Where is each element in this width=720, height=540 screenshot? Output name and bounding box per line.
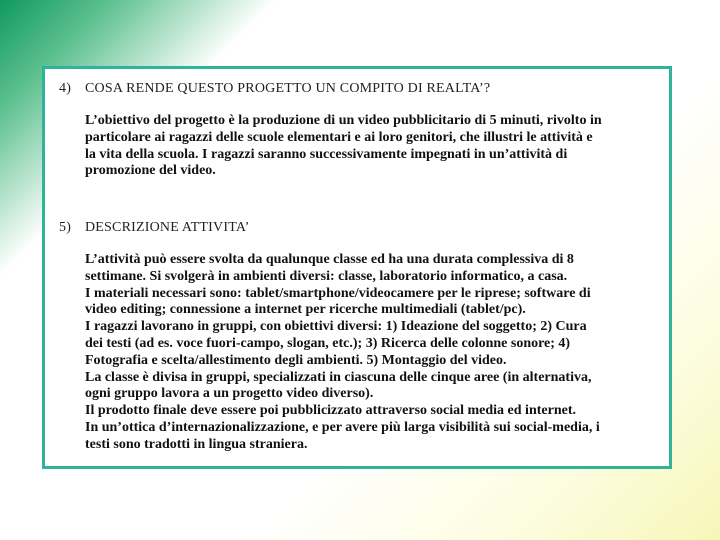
document-frame — [42, 66, 672, 469]
paragraph-line: Fotografia e scelta/allestimento degli ambienti. 5) Montaggio del video. — [85, 352, 507, 368]
paragraph-line: La classe è divisa in gruppi, specializzati in ciascuna delle cinque aree (in alternativa, — [85, 369, 592, 385]
paragraph-line: I materiali necessari sono: tablet/smartphone/videocamere per le riprese; software di — [85, 285, 591, 301]
paragraph-line: ogni gruppo lavora a un progetto video diverso). — [85, 386, 374, 402]
section-4 — [59, 81, 657, 180]
section-title: DESCRIZIONE ATTIVITA’ — [85, 220, 250, 235]
paragraph-line: testi sono tradotti in lingua straniera. — [85, 436, 308, 452]
paragraph-line: L’obiettivo del progetto è la produzione di un video pubblicitario di 5 minuti, rivolto in — [85, 113, 602, 128]
paragraph-line: settimane. Si svolgerà in ambienti diversi: classe, laboratorio informatico, a casa. — [85, 268, 568, 284]
paragraph-line: particolare ai ragazzi delle scuole elementari e ai loro genitori, che illustri le attività e — [85, 129, 593, 145]
section-number: 5) — [59, 220, 72, 235]
section-paragraph — [85, 113, 657, 180]
paragraph-line: In un’ottica d’internazionalizzazione, e per avere più larga visibilità sui social-media, i — [85, 419, 600, 435]
section-heading — [59, 81, 657, 97]
section-paragraph — [85, 252, 657, 454]
paragraph-line: L’attività può essere svolta da qualunque classe ed ha una durata complessiva di 8 — [85, 252, 574, 267]
section-heading — [59, 220, 657, 236]
paragraph-line: I ragazzi lavorano in gruppi, con obiettivi diversi: 1) Ideazione del soggetto; 2) Cura — [85, 319, 587, 335]
section-title: COSA RENDE QUESTO PROGETTO UN COMPITO DI REALTA’? — [85, 81, 491, 96]
paragraph-line: la vita della scuola. I ragazzi saranno successivamente impegnati in un’attività di — [85, 146, 568, 162]
paragraph-line: Il prodotto finale deve essere poi pubblicizzato attraverso social media ed internet. — [85, 403, 576, 419]
paragraph-line: dei testi (ad es. voce fuori-campo, slogan, etc.); 3) Ricerca delle colonne sonore; 4) — [85, 335, 571, 351]
paragraph-line: promozione del video. — [85, 163, 216, 179]
section-5 — [59, 220, 657, 454]
section-number: 4) — [59, 81, 72, 96]
paragraph-line: video editing; connessione a internet per ricerche multimediali (tablet/pc). — [85, 302, 526, 318]
